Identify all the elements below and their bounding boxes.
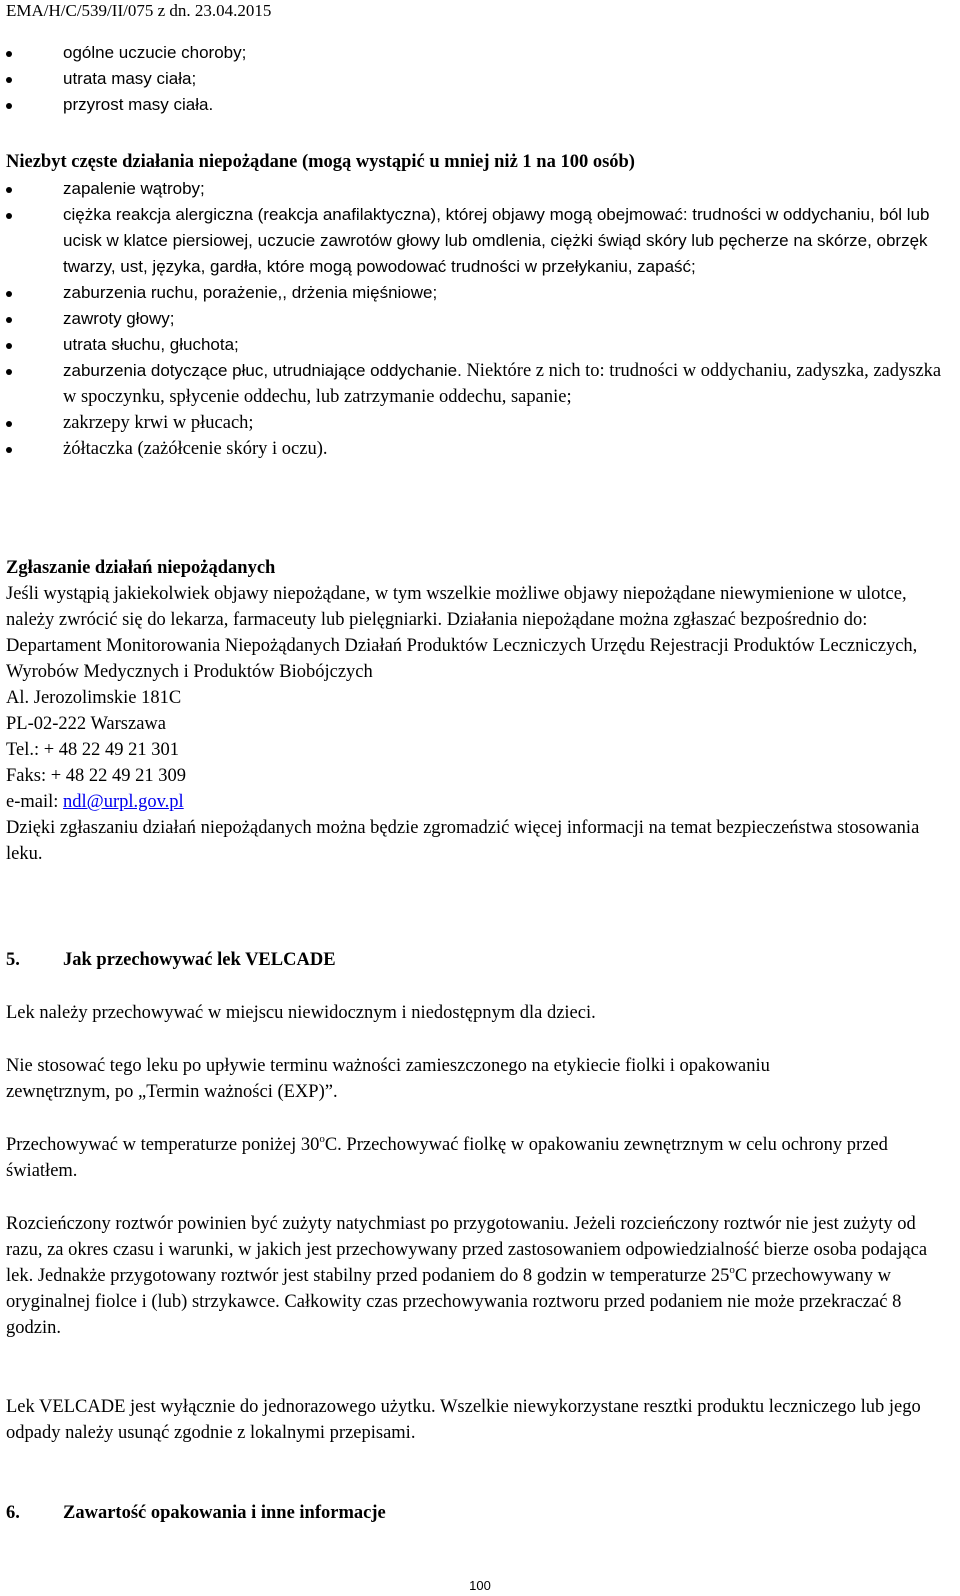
uncommon-heading: Niezbyt częste działania niepożądane (mogą wystąpić u mniej niż 1 na 100 osób): [6, 152, 635, 172]
email-link[interactable]: ndl@urpl.gov.pl: [63, 792, 184, 812]
top-symptom-list: [6, 40, 948, 118]
section-5-heading: [6, 947, 948, 973]
list-item: przyrost masy ciała.: [6, 92, 948, 118]
document-reference: EMA/H/C/539/II/075 z dn. 23.04.2015: [6, 1, 272, 20]
reporting-fax: Faks: + 48 22 49 21 309: [6, 766, 187, 786]
list-item: zaburzenia ruchu, porażenie,, drżenia mięśniowe;: [6, 280, 948, 306]
list-item: utrata masy ciała;: [6, 66, 948, 92]
reporting-phone: Tel.: + 48 22 49 21 301: [6, 740, 180, 760]
section-number: 5.: [6, 950, 20, 970]
section-title: Jak przechowywać lek VELCADE: [63, 950, 336, 970]
bullet-icon: [6, 291, 12, 297]
list-item: zapalenie wątroby;: [6, 176, 948, 202]
reporting-paragraph: Jeśli wystąpią jakiekolwiek objawy niepożądane, w tym wszelkie możliwe objawy niepożądane niewymienione w ulotce, należy zwrócić się do lekarza, farmaceuty lub pielęgniarki. Działania niepożądane można zgłaszać bezpośrednio do:: [6, 584, 907, 630]
reporting-closing: Dzięki zgłaszaniu działań niepożądanych można będzie zgromadzić więcej informacji na temat bezpieczeństwa stosowania leku.: [6, 818, 920, 864]
bullet-icon: [6, 317, 12, 323]
storage-paragraph-temperature: Przechowywać w temperaturze poniżej 30$^o$C. Przechowywać fiolkę w opakowaniu zewnętrznym w celu ochrony przed światłem.: [6, 1133, 888, 1181]
bullet-icon: [6, 213, 12, 219]
bullet-icon: [6, 103, 12, 109]
storage-paragraph-children: Lek należy przechowywać w miejscu niewidocznym i niedostępnym dla dzieci.: [6, 1003, 596, 1023]
list-item: ciężka reakcja alergiczna (reakcja anafilaktyczna), której objawy mogą obejmować: trudności w oddychaniu, ból lub ucisk w klatce piersiowej, uczucie zawrotów głowy lub omdlenia, ciężki świąd skóry lub pęcherze na skórze, obrzęk twarzy, ust, języka, gardła, które mogą powodować trudności w przełykaniu, zapaść;: [6, 202, 948, 280]
reporting-section: [6, 555, 948, 867]
list-item: utrata słuchu, głuchota;: [6, 332, 948, 358]
bullet-icon: [6, 447, 12, 453]
list-item: zakrzepy krwi w płucach;: [6, 410, 948, 436]
reporting-heading: Zgłaszanie działań niepożądanych: [6, 558, 276, 578]
bullet-icon: [6, 51, 12, 57]
storage-paragraph-diluted: Rozcieńczony roztwór powinien być zużyty natychmiast po przygotowaniu. Jeżeli rozcieńczony roztwór nie jest zużyty od razu, za okres czasu i warunki, w jakich jest przechowywany przed zastosowaniem odpowiedzialność bierze osoba podająca lek. Jednakże przygotowany roztwór jest stabilny przed podaniem do 8 godzin w temperaturze 25$^o$C przechowywany w oryginalnej fiolce i (lub) strzykawce. Całkowity czas przechowywania roztworu przed podaniem nie może przekraczać 8 godzin.: [6, 1214, 928, 1338]
reporting-department: Departament Monitorowania Niepożądanych Działań Produktów Leczniczych Urzędu Rejestracji Produktów Leczniczych, Wyrobów Medycznych i Produktów Biobójczych: [6, 636, 918, 682]
uncommon-symptom-list: [6, 176, 948, 462]
section-title: Zawartość opakowania i inne informacje: [63, 1503, 386, 1523]
reporting-city: PL-02-222 Warszawa: [6, 714, 166, 734]
storage-paragraph-expiry: Nie stosować tego leku po upływie terminu ważności zamieszczonego na etykiecie fiolki i opakowaniu zewnętrznym, po „Termin ważności (EXP)”.: [6, 1056, 770, 1102]
bullet-icon: [6, 421, 12, 427]
section-6-heading: [6, 1500, 948, 1526]
page-number: 100: [469, 1578, 491, 1593]
list-item: ogólne uczucie choroby;: [6, 40, 948, 66]
storage-paragraph-disposal: Lek VELCADE jest wyłącznie do jednorazowego użytku. Wszelkie niewykorzystane resztki produktu leczniczego lub jego odpady należy usunąć zgodnie z lokalnymi przepisami.: [6, 1397, 921, 1443]
reporting-email-line: e-mail: ndl@urpl.gov.pl: [6, 792, 184, 812]
bullet-icon: [6, 343, 12, 349]
reporting-street: Al. Jerozolimskie 181C: [6, 688, 182, 708]
list-item: żółtaczka (zażółcenie skóry i oczu).: [6, 436, 948, 462]
bullet-icon: [6, 369, 12, 375]
section-number: 6.: [6, 1503, 20, 1523]
list-item: zawroty głowy;: [6, 306, 948, 332]
bullet-icon: [6, 187, 12, 193]
list-item: zaburzenia dotyczące płuc, utrudniające oddychanie. Niektóre z nich to: trudności w oddychaniu, zadyszka, zadyszka w spoczynku, spłycenie oddechu, lub zatrzymanie oddechu, sapanie;: [6, 358, 948, 410]
bullet-icon: [6, 77, 12, 83]
